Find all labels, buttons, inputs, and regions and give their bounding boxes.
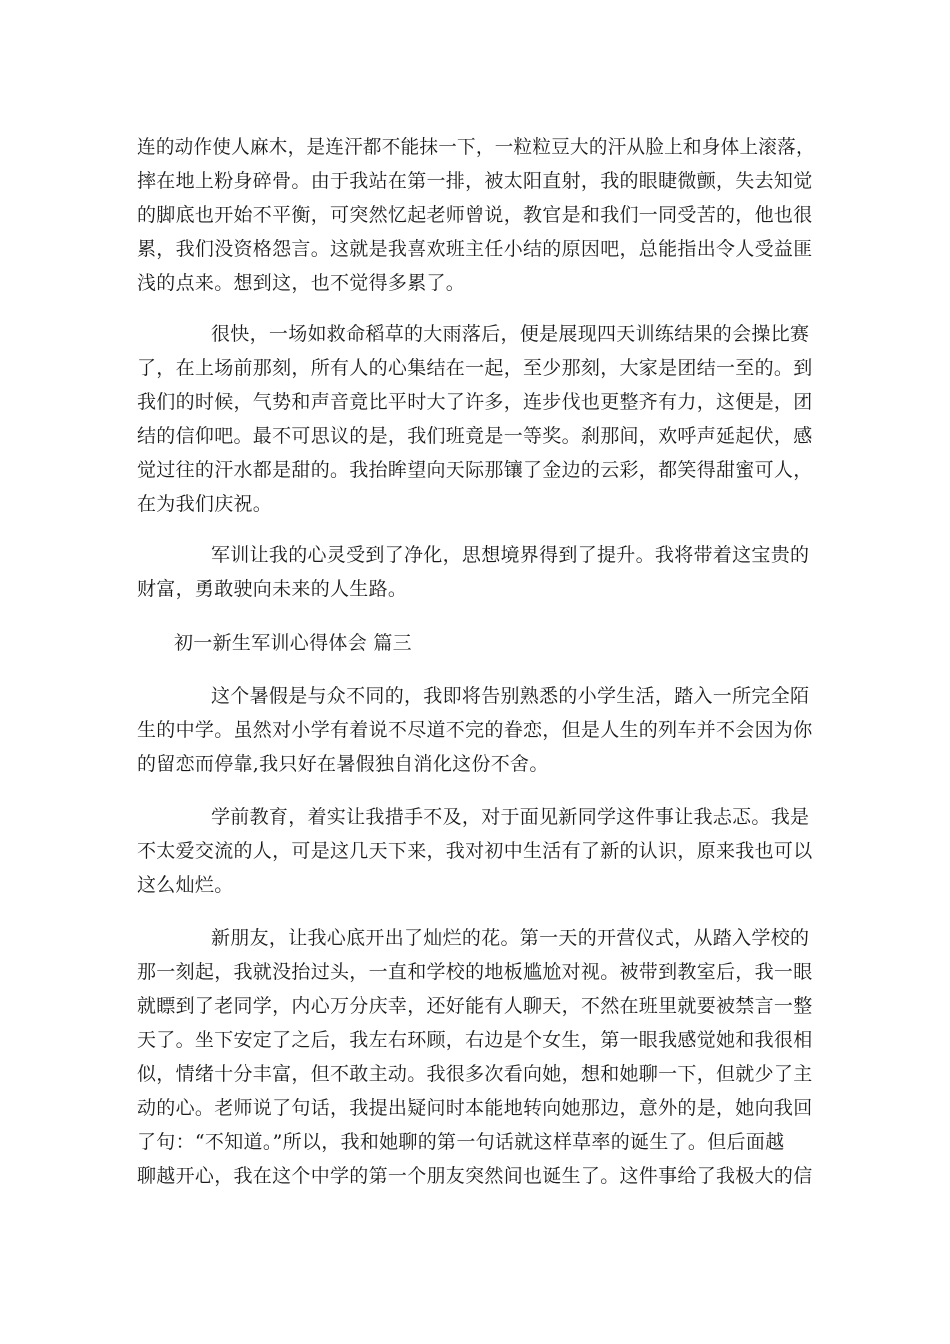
text-line: 军训让我的心灵受到了净化，思想境界得到了提升。我将带着这宝贵的 (211, 544, 810, 566)
text-line: 生的中学。虽然对小学有着说不尽道不完的眷恋，但是人生的列车并不会因为你 (137, 719, 813, 741)
text-line: 新朋友，让我心底开出了灿烂的花。第一天的开营仪式，从踏入学校的 (211, 927, 810, 949)
text-line: 就瞟到了老同学，内心万分庆幸，还好能有人聊天，不然在班里就要被禁言一整 (137, 995, 813, 1017)
text-line: 摔在地上粉身碎骨。由于我站在第一排，被太阳直射，我的眼睫微颤，失去知觉 (137, 170, 813, 192)
text-line: 了句：“不知道。”所以，我和她聊的第一句话就这样草率的诞生了。但后面越 (137, 1131, 785, 1153)
text-line: 动的心。老师说了句话，我提出疑问时本能地转向她那边，意外的是，她向我回 (137, 1097, 813, 1119)
text-line: 的脚底也开始不平衡，可突然忆起老师曾说，教官是和我们一同受苦的，他也很 (137, 204, 813, 226)
text-line: 累，我们没资格怨言。这就是我喜欢班主任小结的原因吧，总能指出令人受益匪 (137, 238, 813, 260)
text-line: 了，在上场前那刻，所有人的心集结在一起，至少那刻，大家是团结一至的。到 (137, 357, 813, 379)
text-line: 这么灿烂。 (137, 874, 234, 896)
text-line: 聊越开心，我在这个中学的第一个朋友突然间也诞生了。这件事给了我极大的信 (137, 1165, 813, 1187)
text-line: 那一刻起，我就没抬过头，一直和学校的地板尴尬对视。被带到教室后，我一眼 (137, 961, 813, 983)
text-line: 似，情绪十分丰富，但不敢主动。我很多次看向她，想和她聊一下，但就少了主 (137, 1063, 813, 1085)
text-line: 我们的时候，气势和声音竟比平时大了许多，连步伐也更整齐有力，这便是，团 (137, 391, 813, 413)
heading-text: 初一新生军训心得体会 篇三 (174, 632, 412, 654)
text-line: 这个暑假是与众不同的，我即将告别熟悉的小学生活，踏入一所完全陌 (211, 685, 810, 707)
text-line: 的留恋而停靠,我只好在暑假独自消化这份不舍。 (137, 753, 549, 775)
text-line: 浅的点来。想到这，也不觉得多累了。 (137, 272, 466, 294)
text-line: 结的信仰吧。最不可思议的是，我们班竟是一等奖。刹那间，欢呼声延起伏，感 (137, 425, 813, 447)
text-line: 觉过往的汗水都是甜的。我抬眸望向天际那镶了金边的云彩，都笑得甜蜜可人， (137, 459, 813, 481)
text-line: 财富，勇敢驶向未来的人生路。 (137, 578, 408, 600)
text-line: 学前教育，着实让我措手不及，对于面见新同学这件事让我忐忑。我是 (211, 806, 810, 828)
text-line: 很快，一场如救命稻草的大雨落后，便是展现四天训练结果的会操比赛 (211, 323, 810, 345)
text-line: 连的动作使人麻木，是连汗都不能抹一下，一粒粒豆大的汗从脸上和身体上滚落， (137, 136, 815, 158)
text-line: 在为我们庆祝。 (137, 493, 273, 515)
text-line: 不太爱交流的人，可是这几天下来，我对初中生活有了新的认识，原来我也可以 (137, 840, 813, 862)
text-line: 天了。坐下安定了之后，我左右环顾，右边是个女生，第一眼我感觉她和我很相 (137, 1029, 813, 1051)
